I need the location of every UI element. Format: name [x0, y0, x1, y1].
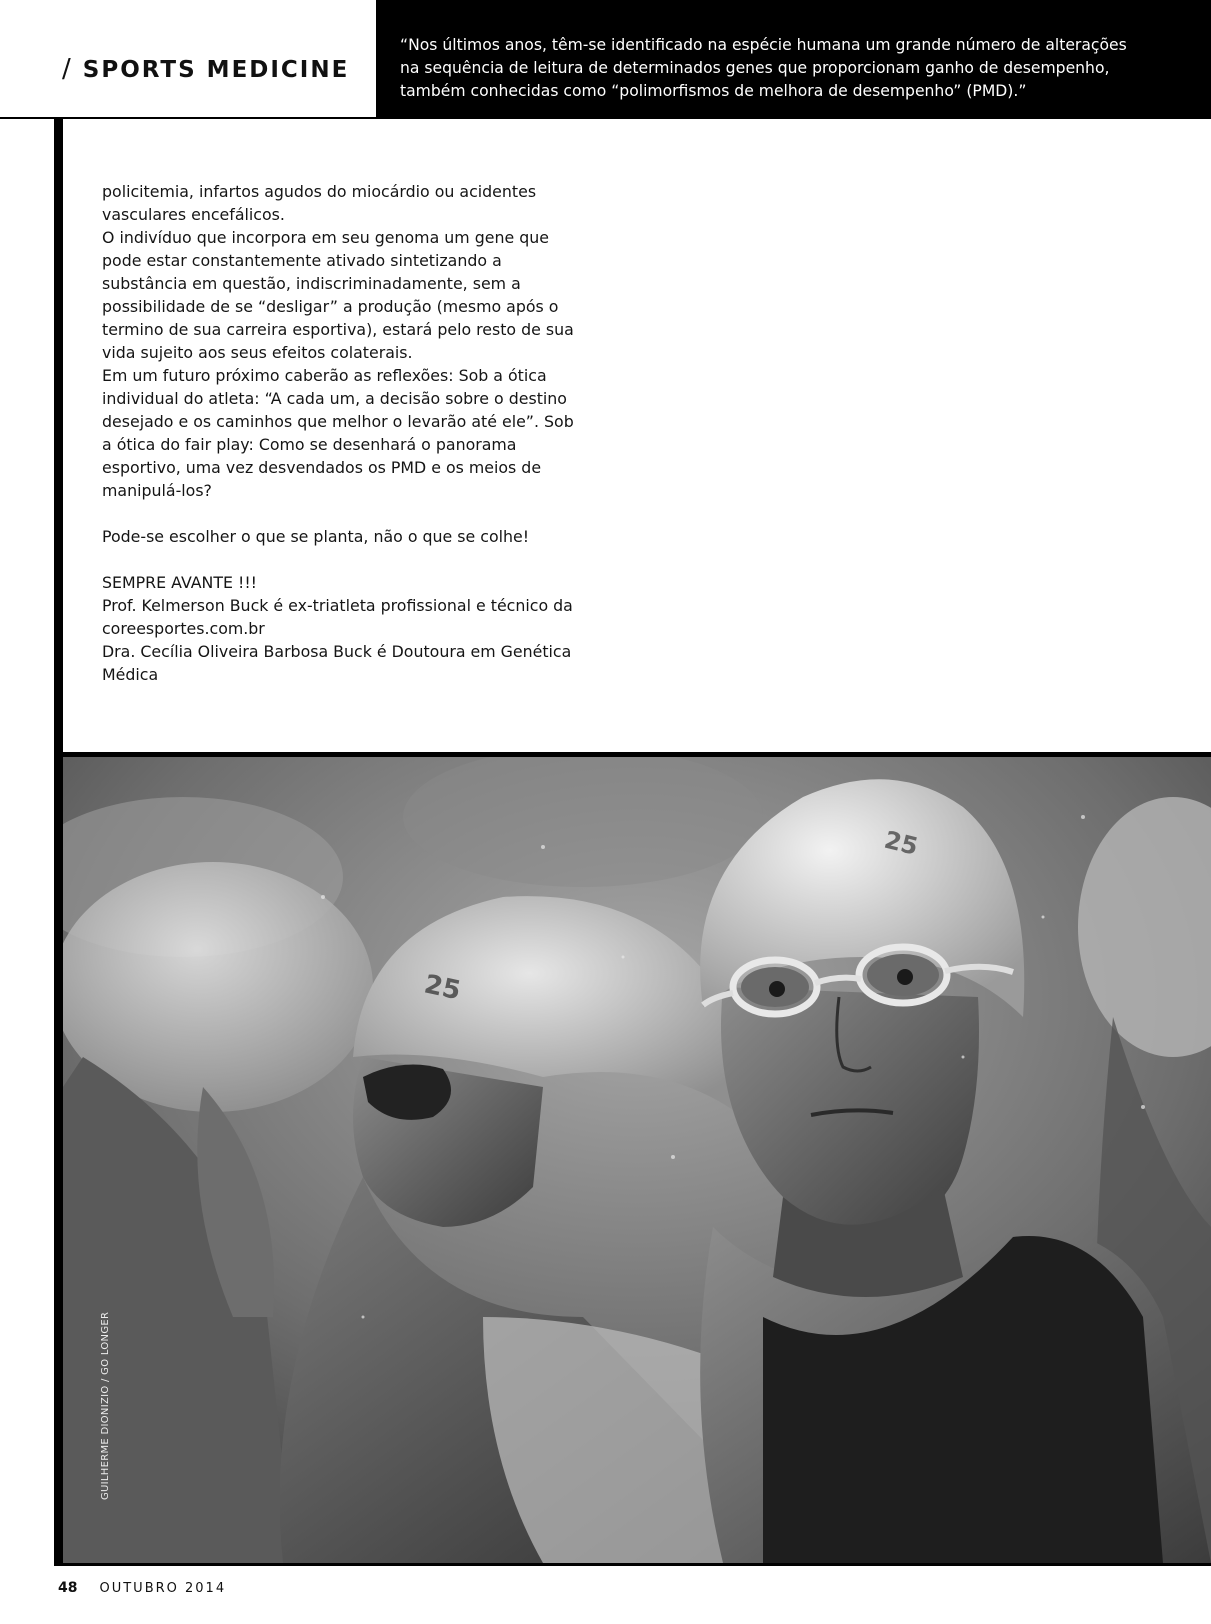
section-label: / SPORTS MEDICINE — [62, 54, 350, 84]
closing-line: Pode-se escolher o que se planta, não o que se colhe! — [102, 527, 530, 546]
pull-quote — [376, 0, 1211, 117]
left-accent-bar — [54, 117, 63, 1563]
article-body — [102, 180, 582, 686]
page-footer — [58, 1580, 226, 1596]
cap-number-text: 25 — [881, 825, 921, 861]
sign-off: SEMPRE AVANTE !!! — [102, 573, 258, 592]
photo-credit: GUILHERME DIONIZIO / GO LONGER — [100, 1311, 111, 1500]
author-bio: Dra. Cecília Oliveira Barbosa Buck é Doutoura em Genética Médica — [102, 642, 572, 684]
section-title: SPORTS MEDICINE — [82, 57, 350, 83]
header-divider — [0, 117, 1211, 119]
header-left — [0, 0, 376, 117]
paragraph: policitemia, infartos agudos do miocárdio ou acidentes vasculares encefálicos. — [102, 182, 537, 224]
paragraph: Em um futuro próximo caberão as reflexões: Sob a ótica individual do atleta: “A cada um, a decisão sobre o destino desejado e os caminhos que melhor o levarão até ele”. Sob a ótica do fair play: Como se desenhará o panorama esportivo, uma vez desvendados os PMD e os meios de manipulá-los? — [102, 366, 574, 500]
footer-divider — [54, 1563, 1211, 1566]
issue-date: OUTUBRO 2014 — [99, 1581, 227, 1596]
paragraph: O indivíduo que incorpora em seu genoma um gene que pode estar constantemente ativado sintetizando a substância em questão, indiscriminadamente, sem a possibilidade de se “desligar” a produção (mesmo após o termino de sua carreira esportiva), estará pelo resto de sua vida sujeito aos seus efeitos colaterais. — [102, 228, 574, 362]
cap-number-text: 25 — [421, 969, 464, 1007]
pull-quote-line: na sequência de leitura de determinados genes que proporcionam ganho de desempenho, — [400, 59, 1110, 77]
page-number: 48 — [58, 1580, 78, 1596]
author-bio: Prof. Kelmerson Buck é ex-triatleta profissional e técnico da coreesportes.com.br — [102, 596, 573, 638]
swimmers-photo — [63, 757, 1211, 1563]
pull-quote-line: “Nos últimos anos, têm-se identificado na espécie humana um grande número de alterações — [400, 36, 1127, 54]
pull-quote-line: também conhecidas como “polimorfismos de melhora de desempenho” (PMD).” — [400, 82, 1027, 100]
